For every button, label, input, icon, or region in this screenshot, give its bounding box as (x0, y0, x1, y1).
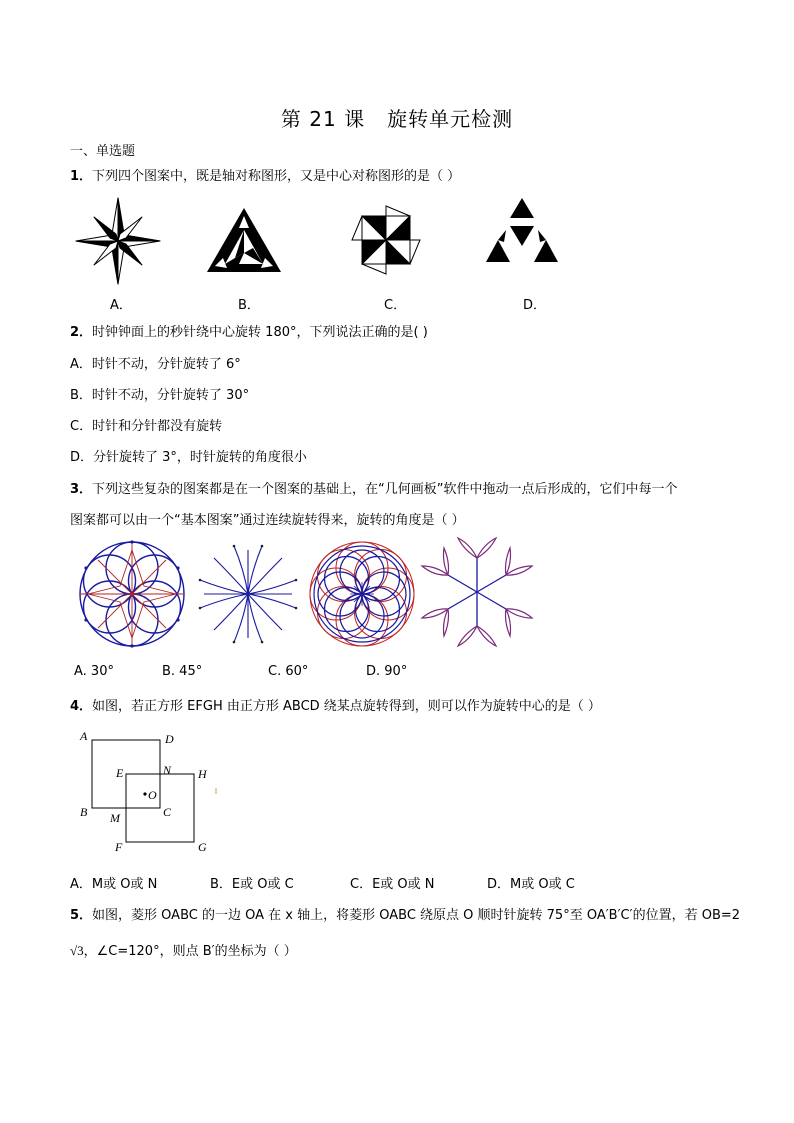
q1-option-c[interactable]: C． (384, 298, 407, 313)
q4-label-o: O (148, 788, 157, 802)
q5-sqrt3: √3 (70, 943, 84, 958)
q3-option-a[interactable]: A. 30° (74, 664, 114, 679)
q3-option-c[interactable]: C. 60° (268, 664, 309, 679)
q3-option-b[interactable]: B. 45° (162, 664, 203, 679)
q2-option-b[interactable]: B．时针不动，分针旋转了 30° (70, 388, 250, 403)
q4-option-d[interactable]: D．M或 O或 C (487, 877, 575, 892)
q2-option-c[interactable]: C．时针和分针都没有旋转 (70, 419, 223, 434)
question-4 (70, 695, 601, 714)
q5-text-line2: ，∠C=120°，则点 B′的坐标为（ ） (83, 944, 297, 959)
q3-option-d[interactable]: D. 90° (366, 664, 408, 679)
q3-figure-3 (308, 538, 416, 650)
q4-option-a[interactable]: A．M或 O或 N (70, 877, 158, 892)
q1-text: 下列四个图案中，既是轴对称图形，又是中心对称图形的是（ ） (92, 169, 461, 184)
q1-figure-d (484, 196, 560, 264)
q4-label-h: H (198, 767, 207, 781)
title-topic: 旋转单元检测 (387, 107, 514, 131)
q2-text: 时钟钟面上的秒针绕中心旋转 180°，下列说法正确的是( ) (92, 325, 428, 340)
q4-label-d: D (165, 732, 174, 746)
q4-label-m: M (110, 811, 120, 825)
q4-label-g: G (198, 840, 207, 854)
q3-number: 3． (70, 482, 93, 497)
q3-figure-2 (196, 540, 300, 648)
q2-option-d[interactable]: D．分针旋转了 3°，时针旋转的角度很小 (70, 450, 307, 465)
question-1 (70, 165, 460, 184)
q1-option-d[interactable]: D． (523, 298, 547, 313)
q4-number: 4． (70, 699, 93, 714)
q4-text: 如图，若正方形 EFGH 由正方形 ABCD 绕某点旋转得到，则可以作为旋转中心的是（ ） (92, 699, 601, 714)
section-heading: 一、单选题 (70, 144, 136, 159)
q4-label-c: C (163, 805, 172, 819)
q1-figure-a (74, 196, 162, 286)
q1-option-b[interactable]: B． (238, 298, 260, 313)
q1-figure-c (350, 204, 422, 276)
q3-text-line2: 图案都可以由一个“基本图案”通过连续旋转得来，旋转的角度是（ ） (70, 513, 465, 528)
question-2 (70, 321, 428, 340)
title-lesson: 第 21 课 (280, 107, 366, 131)
q2-option-a[interactable]: A．时针不动，分针旋转了 6° (70, 357, 241, 372)
q4-label-e: E (116, 766, 124, 780)
q5-number: 5． (70, 908, 93, 923)
q4-option-c[interactable]: C．E或 O或 N (350, 877, 435, 892)
page-title (0, 103, 794, 132)
q4-label-n: N (163, 763, 172, 777)
q4-label-b: B (80, 805, 88, 819)
q3-figure-1 (78, 538, 186, 650)
q1-option-a[interactable]: A． (110, 298, 132, 313)
q4-label-f: F (115, 840, 123, 854)
question-5 (70, 904, 740, 923)
q2-number: 2． (70, 325, 93, 340)
q4-label-a: A (80, 729, 88, 743)
q4-option-b[interactable]: B．E或 O或 C (210, 877, 294, 892)
question-3 (70, 478, 678, 497)
q3-text-line1: 下列这些复杂的图案都是在一个图案的基础上，在“几何画板”软件中拖动一点后形成的，它们中每一个 (92, 482, 678, 497)
q3-figure-4 (418, 536, 536, 648)
q5-text-line1: 如图，菱形 OABC 的一边 OA 在 x 轴上，将菱形 OABC 绕原点 O 顺时针旋转 75°至 OA′B′C′的位置，若 OB=2 (92, 908, 741, 923)
q5-text-line2-wrap (70, 940, 297, 959)
q1-number: 1． (70, 169, 93, 184)
q1-figure-b (205, 206, 283, 274)
